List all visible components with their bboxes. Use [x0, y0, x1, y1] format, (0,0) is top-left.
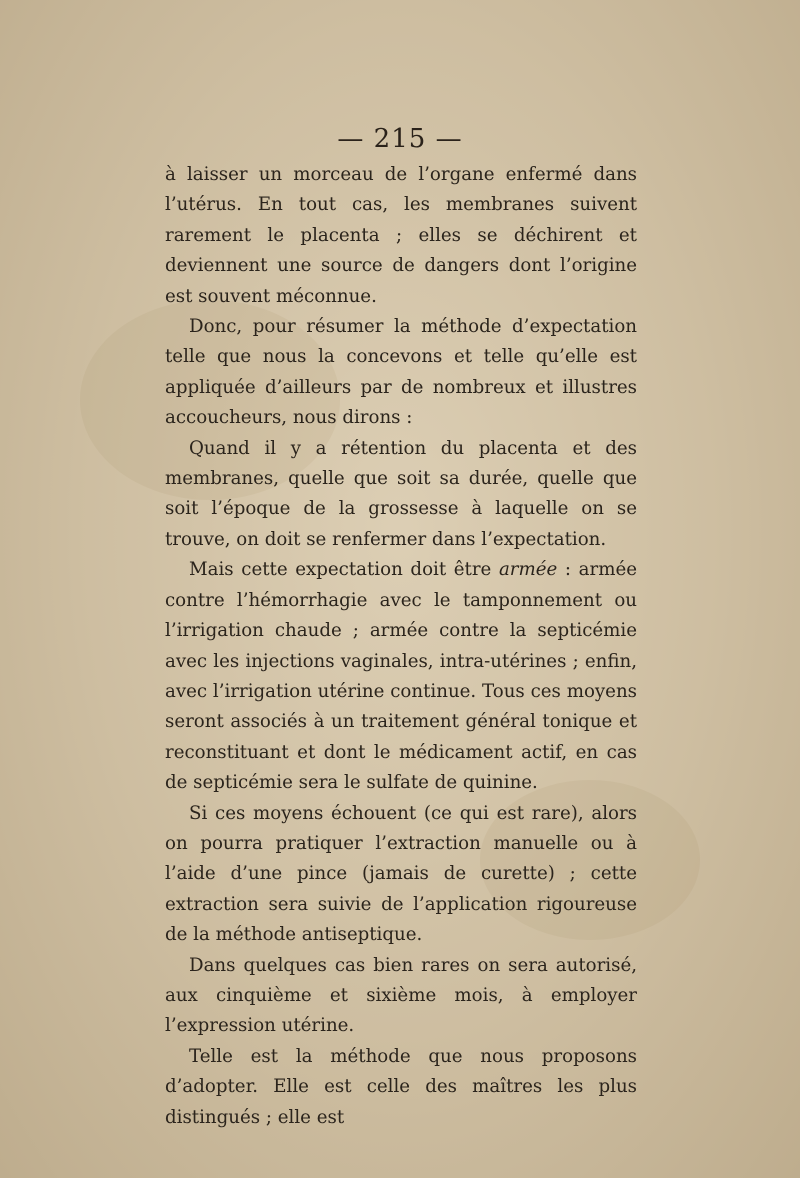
paragraph: Si ces moyens échouent (ce qui est rare), alors on pourra pratiquer l’extraction manuelle ou à l’aide d’une pince (jamais de curette) ; cette extraction sera suivie de l’application rigoureuse de la méthode antiseptique. — [165, 802, 637, 946]
paragraph: Dans quelques cas bien rares on sera autorisé, aux cinquième et sixième mois, à employer l’expression utérine. — [165, 954, 637, 1037]
paragraph: à laisser un morceau de l’organe enfermé dans l’utérus. En tout cas, les membranes suivent rarement le placenta ; elles se déchirent et deviennent une source de dangers dont l’origine est souvent méconnue. — [165, 164, 637, 307]
paragraph-text: : armée contre l’hémorrhagie avec le tamponnement ou l’irrigation chaude ; armée contre la septicémie avec les injections vaginales, intra-utérines ; enfin, avec l’irrigation utérine continue. Tous ces moyens seront associés à un traitement général tonique et reconstituant et dont le médicament actif, en cas de septicémie sera le sulfate de quinine. — [165, 559, 637, 794]
paragraph — [165, 555, 637, 798]
paragraph-text: Mais cette expectation doit être — [189, 559, 499, 581]
emphasis-text: armée — [498, 559, 558, 581]
body-text — [165, 160, 637, 1133]
paragraph: Quand il y a rétention du placenta et des membranes, quelle que soit sa durée, quelle que soit l’époque de la grossesse à laquelle on se trouve, on doit se renfermer dans l’expectation. — [165, 437, 637, 550]
page-number: — 215 — — [337, 124, 463, 154]
paragraph: Donc, pour résumer la méthode d’expectation telle que nous la concevons et telle qu’elle est appliquée d’ailleurs par de nombreux et illustres accoucheurs, nous dirons : — [165, 316, 637, 429]
paragraph: Telle est la méthode que nous proposons d’adopter. Elle est celle des maîtres les plus distingués ; elle est — [165, 1045, 637, 1128]
